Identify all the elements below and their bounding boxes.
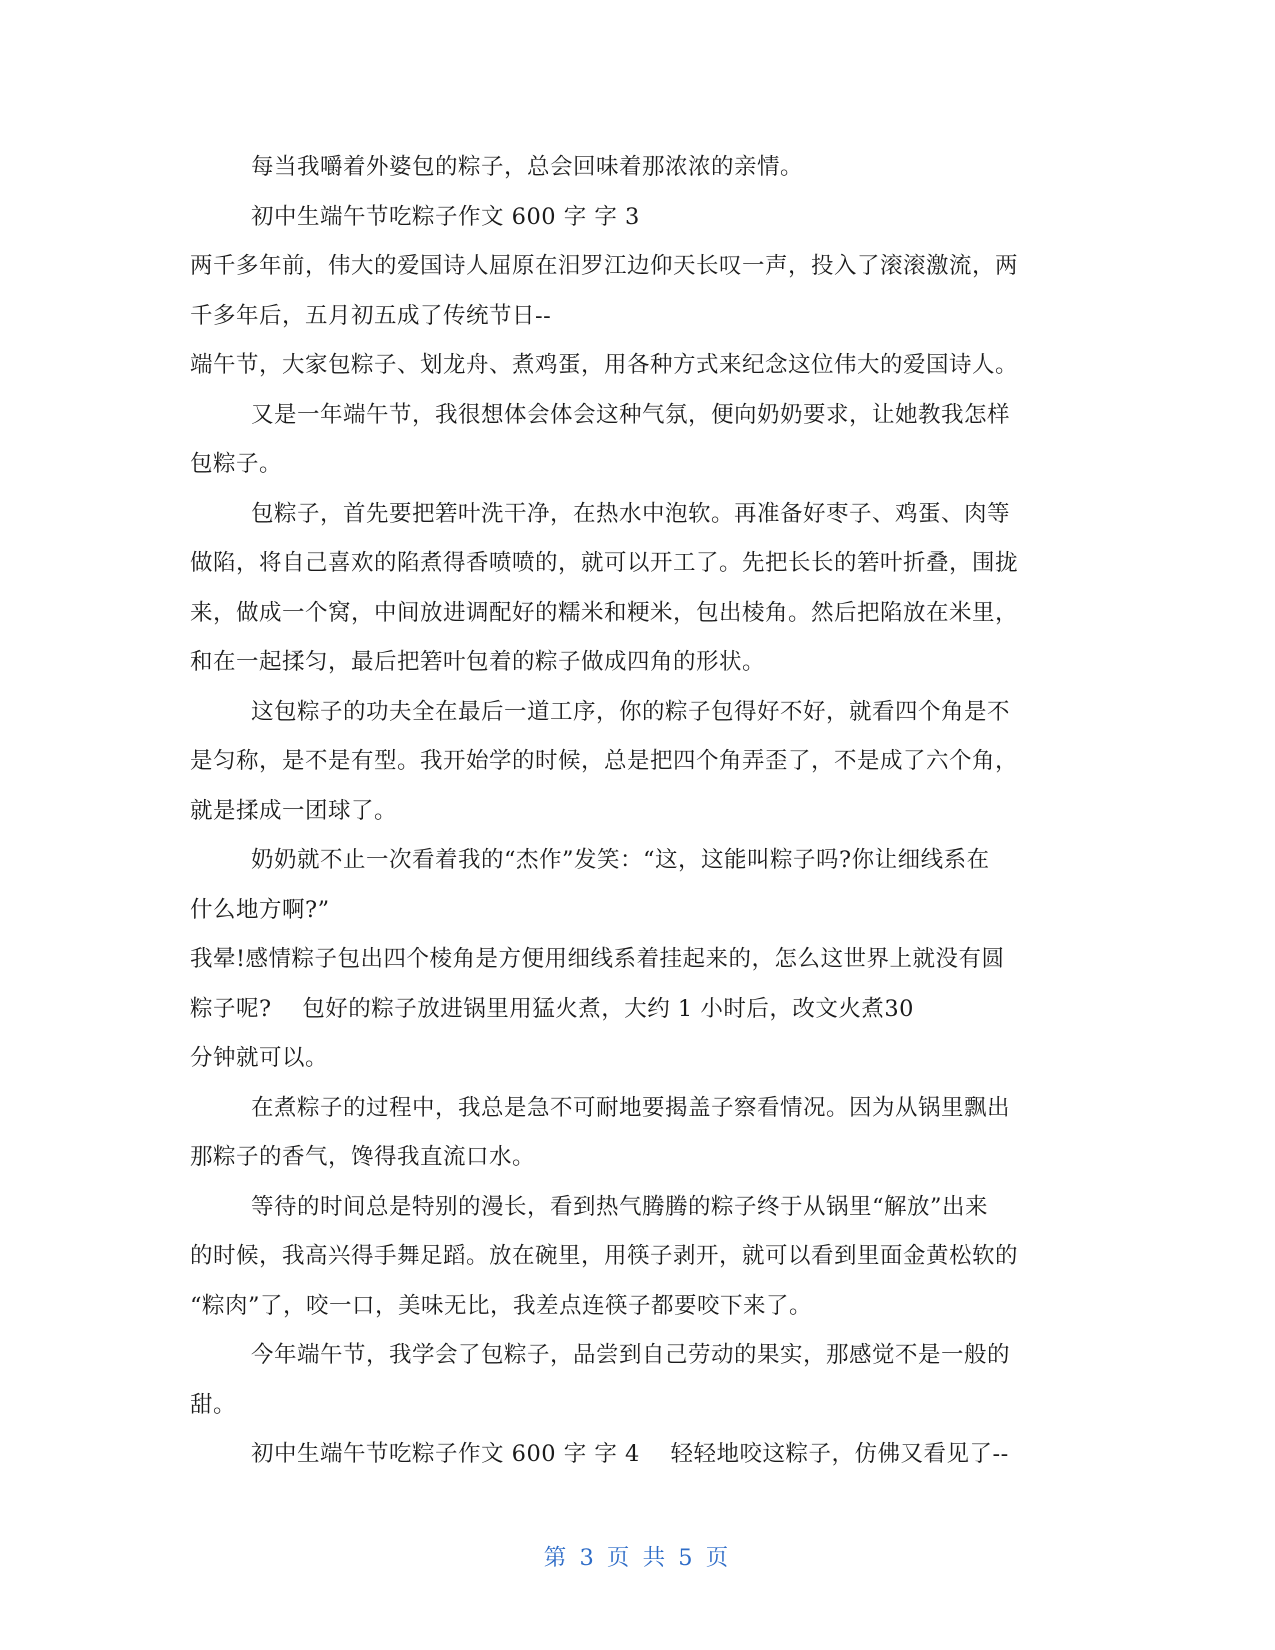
- text-line: 等待的时间总是特别的漫长，看到热气腾腾的粽子终于从锅里“解放”出来: [251, 1193, 989, 1220]
- text-line: 端午节，大家包粽子、划龙舟、煮鸡蛋，用各种方式来纪念这位伟大的爱国诗人。: [190, 352, 1019, 378]
- text-line: 今年端午节，我学会了包粽子，品尝到自己劳动的果实，那感觉不是一般的: [251, 1342, 1011, 1368]
- text-line: 每当我嚼着外婆包的粽子，总会回味着那浓浓的亲情。: [251, 154, 804, 180]
- text-line: 包粽子。: [190, 451, 283, 477]
- text-line: 做陷，将自己喜欢的陷煮得香喷喷的，就可以开工了。先把长长的箬叶折叠，围拢: [190, 550, 1019, 576]
- text-line: 什么地方啊?”: [190, 896, 330, 923]
- text-line: 和在一起揉匀，最后把箬叶包着的粽子做成四角的形状。: [190, 649, 766, 675]
- text-line: 在煮粽子的过程中，我总是急不可耐地要揭盖子察看情况。因为从锅里飘出: [251, 1094, 1011, 1121]
- page-footer: 第 3 页 共 5 页: [543, 1545, 732, 1571]
- text-line: 那粽子的香气，馋得我直流口水。: [190, 1144, 536, 1170]
- text-line: 初中生端午节吃粽子作文 600 字 字 3: [251, 203, 640, 230]
- text-line: 来，做成一个窝，中间放进调配好的糯米和粳米，包出棱角。然后把陷放在米里，: [190, 599, 1019, 626]
- text-line: 两千多年前，伟大的爱国诗人屈原在汨罗江边仰天长叹一声，投入了滚滚激流，两: [190, 253, 1019, 279]
- text-line: 我晕!感情粽子包出四个棱角是方便用细线系着挂起来的，怎么这世界上就没有圆: [190, 946, 1005, 972]
- text-line: 又是一年端午节，我很想体会体会这种气氛，便向奶奶要求，让她教我怎样: [251, 401, 1011, 428]
- text-line: 这包粽子的功夫全在最后一道工序，你的粽子包得好不好，就看四个角是不: [251, 698, 1011, 725]
- document-body: [190, 143, 1090, 1480]
- text-line: 粽子呢? 包好的粽子放进锅里用猛火煮，大约 1 小时后，改文火煮30: [190, 995, 914, 1022]
- text-line: 就是揉成一团球了。: [190, 797, 398, 824]
- text-line: 包粽子，首先要把箬叶洗干净，在热水中泡软。再准备好枣子、鸡蛋、肉等: [251, 500, 1011, 527]
- text-line: 是匀称，是不是有型。我开始学的时候，总是把四个角弄歪了，不是成了六个角，: [190, 748, 1019, 774]
- text-line: 奶奶就不止一次看着我的“杰作”发笑：“这，这能叫粽子吗?你让细线系在: [251, 847, 990, 873]
- text-line: 千多年后，五月初五成了传统节日--: [190, 302, 552, 329]
- text-line: “粽肉”了，咬一口，美味无比，我差点连筷子都要咬下来了。: [190, 1292, 813, 1319]
- text-line: 的时候，我高兴得手舞足蹈。放在碗里，用筷子剥开，就可以看到里面金黄松软的: [190, 1243, 1019, 1269]
- text-line: 初中生端午节吃粽子作文 600 字 字 4 轻轻地咬这粽子，仿佛又看见了--: [251, 1441, 1009, 1467]
- text-line: 分钟就可以。: [190, 1045, 329, 1071]
- text-line: 甜。: [190, 1391, 237, 1418]
